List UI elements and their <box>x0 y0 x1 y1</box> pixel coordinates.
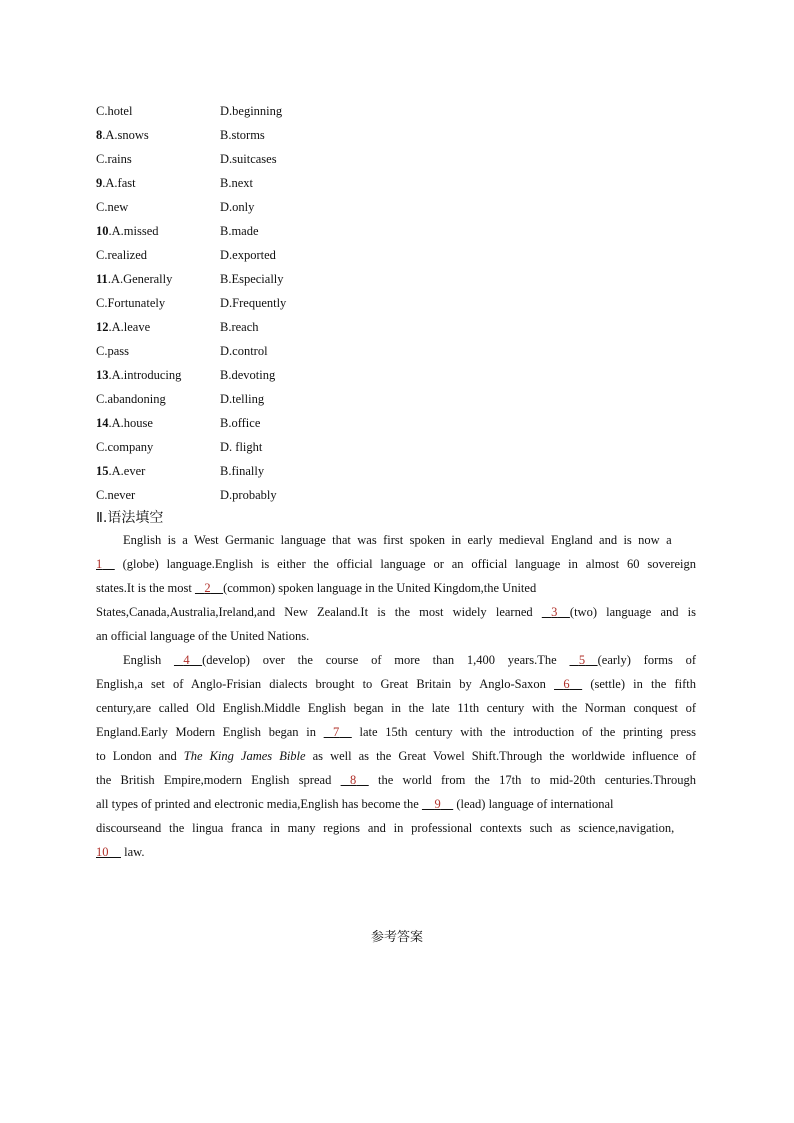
passage-line <box>96 672 696 696</box>
option-a: C.new <box>96 199 129 214</box>
options-list <box>96 99 286 507</box>
blank-8: 8 <box>349 773 357 787</box>
passage-text: States,Canada,Australia,Ireland,and New Zealand.It is the most widely learned <box>96 605 533 619</box>
option-a: C.never <box>96 487 136 502</box>
question-number: 14 <box>96 415 109 430</box>
question-number: 11 <box>96 271 108 286</box>
passage-text: century,are called Old English.Middle English began in the late 11th century with the Norman conquest of <box>96 701 696 715</box>
passage-line <box>96 624 696 648</box>
option-row <box>96 219 286 243</box>
option-row <box>96 459 286 483</box>
option-b: D.beginning <box>220 103 283 118</box>
passage-text: (early) forms of <box>597 653 696 667</box>
option-b: D.exported <box>220 247 276 262</box>
passage-line <box>96 720 696 744</box>
passage-text: the British Empire,modern English spread <box>96 773 332 787</box>
option-a: .A.ever <box>108 463 146 478</box>
option-a: C.hotel <box>96 103 133 118</box>
option-a: C.pass <box>96 343 129 358</box>
passage-line <box>96 696 696 720</box>
option-a: .A.house <box>108 415 153 430</box>
passage-line <box>96 816 696 840</box>
blank-1: 1 <box>96 557 103 571</box>
option-row <box>96 195 286 219</box>
passage-text: English <box>123 653 162 667</box>
option-a: .A.snows <box>102 127 149 142</box>
blank-5: 5 <box>578 653 586 667</box>
blank-line <box>678 528 696 552</box>
passage-text: discourseand the lingua franca in many regions and in professional contexts such as science,navigation, <box>96 821 675 835</box>
option-b: B.reach <box>220 319 259 334</box>
option-b: D.suitcases <box>220 151 277 166</box>
option-b: D.telling <box>220 391 265 406</box>
option-row <box>96 363 286 387</box>
option-a: .A.missed <box>108 223 159 238</box>
blank-9: 9 <box>434 797 441 811</box>
option-row <box>96 267 286 291</box>
option-row <box>96 483 286 507</box>
question-number: 13 <box>96 367 109 382</box>
passage-text: an official language of the United Nations. <box>96 629 310 643</box>
passage-line <box>96 600 696 624</box>
option-row <box>96 435 286 459</box>
passage-text: the world from the 17th to mid-20th centuries.Through <box>378 773 697 787</box>
passage-line <box>96 576 696 600</box>
option-b: B.devoting <box>220 367 276 382</box>
option-b: D. flight <box>220 439 263 454</box>
option-row <box>96 411 286 435</box>
passage-text: (develop) over the course of more than 1,400 years.The <box>202 653 557 667</box>
option-b: D.only <box>220 199 255 214</box>
question-number: 10 <box>96 223 109 238</box>
option-b: D.Frequently <box>220 295 287 310</box>
option-row <box>96 123 286 147</box>
book-title: The King James Bible <box>183 749 306 763</box>
passage-text: as well as the Great Vowel Shift.Through the worldwide influence of <box>312 749 696 763</box>
blank-3: 3 <box>551 605 558 619</box>
option-a: .A.introducing <box>108 367 182 382</box>
option-row <box>96 99 286 123</box>
passage-line <box>96 744 696 768</box>
blank-4: 4 <box>183 653 190 667</box>
option-row <box>96 291 286 315</box>
option-row <box>96 387 286 411</box>
option-a: .A.leave <box>108 319 151 334</box>
option-b: D.probably <box>220 487 277 502</box>
option-b: B.office <box>220 415 261 430</box>
passage-line <box>96 648 696 672</box>
question-number: 8 <box>96 127 103 142</box>
blank-10: 10 <box>96 845 109 859</box>
option-a: C.rains <box>96 151 132 166</box>
passage-text: (two) language and is <box>569 605 697 619</box>
option-a: C.Fortunately <box>96 295 166 310</box>
option-b: B.storms <box>220 127 265 142</box>
option-row <box>96 171 286 195</box>
option-row <box>96 243 286 267</box>
section-numeral: Ⅱ <box>96 511 103 526</box>
passage-text: late 15th century with the introduction of the printing press <box>359 725 696 739</box>
option-a: .A.Generally <box>107 271 173 286</box>
question-number: 9 <box>96 175 103 190</box>
passage-text: (lead) language of international <box>456 797 614 811</box>
option-b: B.finally <box>220 463 265 478</box>
question-number: 15 <box>96 463 109 478</box>
option-a: C.abandoning <box>96 391 166 406</box>
passage-text: English,a set of Anglo-Frisian dialects brought to Great Britain by Anglo-Saxon <box>96 677 546 691</box>
passage-text: law. <box>124 845 145 859</box>
answers-heading: 参考答案 <box>370 930 423 945</box>
passage-text: states.It is the most <box>96 581 192 595</box>
option-b: B.made <box>220 223 259 238</box>
passage-text: English is a West Germanic language that was first spoken in early medieval England and is now a <box>123 533 672 547</box>
option-a: C.realized <box>96 247 148 262</box>
passage-text: (globe) language.English is either the official language or an official language in almost 60 sovereign <box>122 557 697 571</box>
passage-line <box>96 840 696 864</box>
option-row <box>96 339 286 363</box>
blank-2: 2 <box>204 581 211 595</box>
passage-line <box>96 552 696 576</box>
blank-6: 6 <box>563 677 570 691</box>
blank-line <box>682 816 696 840</box>
blank-7: 7 <box>333 725 340 739</box>
option-b: D.control <box>220 343 268 358</box>
passage-line <box>96 768 696 792</box>
option-b: B.Especially <box>220 271 284 286</box>
passage-text: (common) spoken language in the United Kingdom,the United <box>223 581 537 595</box>
cloze-passage <box>96 528 696 864</box>
option-row <box>96 147 286 171</box>
option-b: B.next <box>220 175 253 190</box>
option-a: .A.fast <box>102 175 136 190</box>
option-row <box>96 315 286 339</box>
section-title: .语法填空 <box>102 510 164 526</box>
passage-text: to London and <box>96 749 177 763</box>
question-number: 12 <box>96 319 109 334</box>
passage-text: England.Early Modern English began in <box>96 725 316 739</box>
passage-text: (settle) in the fifth <box>590 677 696 691</box>
passage-text: all types of printed and electronic media,English has become the <box>96 797 419 811</box>
section-heading <box>96 508 163 528</box>
passage-line <box>96 528 696 552</box>
passage-line <box>96 792 696 816</box>
option-a: C.company <box>96 439 154 454</box>
